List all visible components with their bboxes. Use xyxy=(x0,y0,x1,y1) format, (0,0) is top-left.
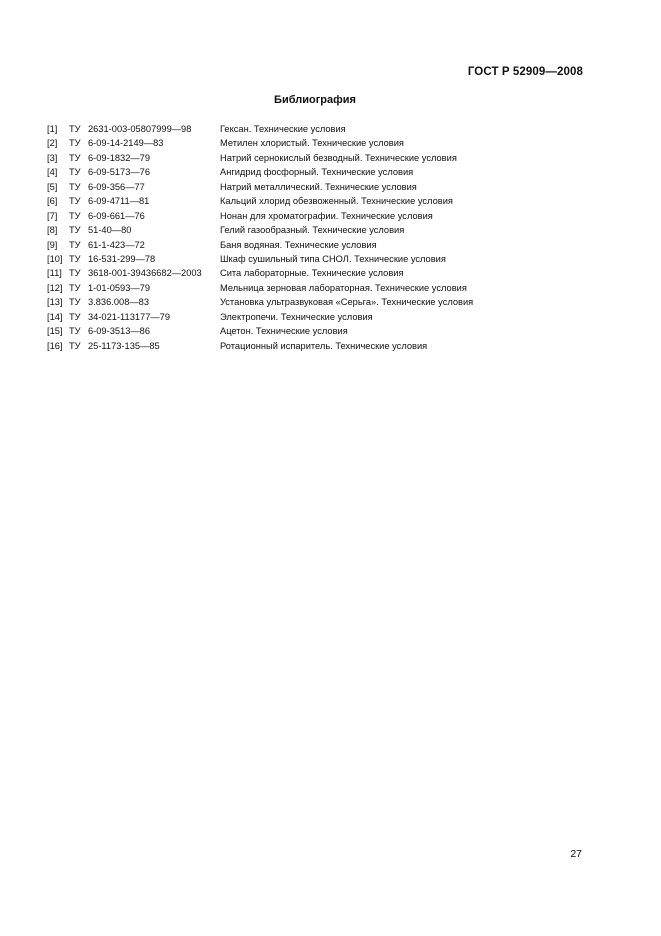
entry-prefix: ТУ xyxy=(69,340,81,351)
entry-description: Гелий газообразный. Технические условия xyxy=(220,225,405,236)
entry-code: 51-40—80 xyxy=(88,225,132,236)
entry-prefix: ТУ xyxy=(69,124,81,134)
document-standard-id: ГОСТ Р 52909—2008 xyxy=(467,66,583,78)
bibliography-entry xyxy=(47,310,607,324)
entry-description: Ротационный испаритель. Технические условия xyxy=(220,340,428,351)
entry-description: Натрий сернокислый безводный. Технические условия xyxy=(220,152,457,163)
entry-prefix: ТУ xyxy=(69,167,81,178)
entry-code: 2631-003-05807999—98 xyxy=(88,124,192,134)
entry-number: [8] xyxy=(47,225,58,236)
bibliography-entry xyxy=(47,165,607,179)
page-number: 27 xyxy=(570,848,582,860)
entry-prefix: ТУ xyxy=(69,152,81,163)
entry-code: 6-09-5173—76 xyxy=(88,167,151,178)
entry-number: [5] xyxy=(47,181,58,192)
entry-description: Натрий металлический. Технические условия xyxy=(220,181,417,192)
page-title: Библиография xyxy=(274,94,356,106)
bibliography-entry xyxy=(47,194,607,208)
entry-number: [9] xyxy=(47,239,58,250)
entry-number: [6] xyxy=(47,196,58,207)
entry-number: [7] xyxy=(47,210,58,221)
entry-description: Сита лабораторные. Технические условия xyxy=(220,268,404,279)
entry-description: Установка ультразвуковая «Серьга». Технические условия xyxy=(220,297,474,308)
entry-number: [12] xyxy=(47,282,63,293)
entry-description: Нонан для хроматографии. Технические условия xyxy=(220,210,433,221)
entry-prefix: ТУ xyxy=(69,196,81,207)
bibliography-entry xyxy=(47,209,607,223)
entry-number: [1] xyxy=(47,124,58,134)
entry-number: [2] xyxy=(47,138,58,149)
entry-description: Метилен хлористый. Технические условия xyxy=(220,138,404,149)
bibliography-entry xyxy=(47,136,607,150)
entry-number: [11] xyxy=(47,268,62,279)
entry-prefix: ТУ xyxy=(69,282,81,293)
entry-description: Ацетон. Технические условия xyxy=(220,326,348,337)
entry-prefix: ТУ xyxy=(69,210,81,221)
entry-prefix: ТУ xyxy=(69,326,81,337)
entry-description: Ангидрид фосфорный. Технические условия xyxy=(220,167,414,178)
entry-prefix: ТУ xyxy=(69,297,81,308)
entry-code: 3.836.008—83 xyxy=(88,297,149,308)
entry-prefix: ТУ xyxy=(69,181,81,192)
bibliography-entry xyxy=(47,324,607,338)
bibliography-entry xyxy=(47,252,607,266)
entry-code: 34-021-113177—79 xyxy=(88,311,171,322)
bibliography-entry xyxy=(47,223,607,237)
entry-code: 6-09-4711—81 xyxy=(88,196,150,207)
bibliography-entry xyxy=(47,266,607,280)
entry-code: 1-01-0593—79 xyxy=(88,282,151,293)
entry-number: [16] xyxy=(47,340,63,351)
entry-code: 6-09-14-2149—83 xyxy=(88,138,164,149)
entry-number: [15] xyxy=(47,326,63,337)
bibliography-entry xyxy=(47,180,607,194)
bibliography-entry xyxy=(47,151,607,165)
entry-code: 6-09-3513—86 xyxy=(88,326,151,337)
entry-number: [13] xyxy=(47,297,63,308)
entry-code: 6-09-356—77 xyxy=(88,181,145,192)
entry-prefix: ТУ xyxy=(69,138,81,149)
entry-prefix: ТУ xyxy=(69,253,81,264)
entry-description: Электропечи. Технические условия xyxy=(220,311,373,322)
bibliography-entry xyxy=(47,122,607,136)
entry-description: Кальций хлорид обезвоженный. Технические условия xyxy=(220,196,453,207)
entry-number: [10] xyxy=(47,253,63,264)
entry-code: 3618-001-39436682—2003 xyxy=(88,268,202,279)
bibliography-entry xyxy=(47,295,607,309)
bibliography-entry xyxy=(47,339,607,353)
entry-prefix: ТУ xyxy=(69,268,81,279)
entry-prefix: ТУ xyxy=(69,225,81,236)
entry-prefix: ТУ xyxy=(69,239,81,250)
entry-code: 6-09-661—76 xyxy=(88,210,145,221)
entry-number: [14] xyxy=(47,311,63,322)
bibliography-entry xyxy=(47,281,607,295)
entry-description: Мельница зерновая лабораторная. Технические условия xyxy=(220,282,467,293)
entry-description: Баня водяная. Технические условия xyxy=(220,239,377,250)
bibliography-entry xyxy=(47,238,607,252)
entry-description: Шкаф сушильный типа СНОЛ. Технические условия xyxy=(220,253,446,264)
entry-code: 16-531-299—78 xyxy=(88,253,156,264)
entry-prefix: ТУ xyxy=(69,311,81,322)
entry-number: [3] xyxy=(47,152,58,163)
bibliography-list xyxy=(47,122,607,353)
entry-code: 61-1-423—72 xyxy=(88,239,145,250)
entry-description: Гексан. Технические условия xyxy=(220,124,346,134)
entry-code: 25-1173-135—85 xyxy=(88,340,160,351)
entry-code: 6-09-1832—79 xyxy=(88,152,151,163)
entry-number: [4] xyxy=(47,167,58,178)
